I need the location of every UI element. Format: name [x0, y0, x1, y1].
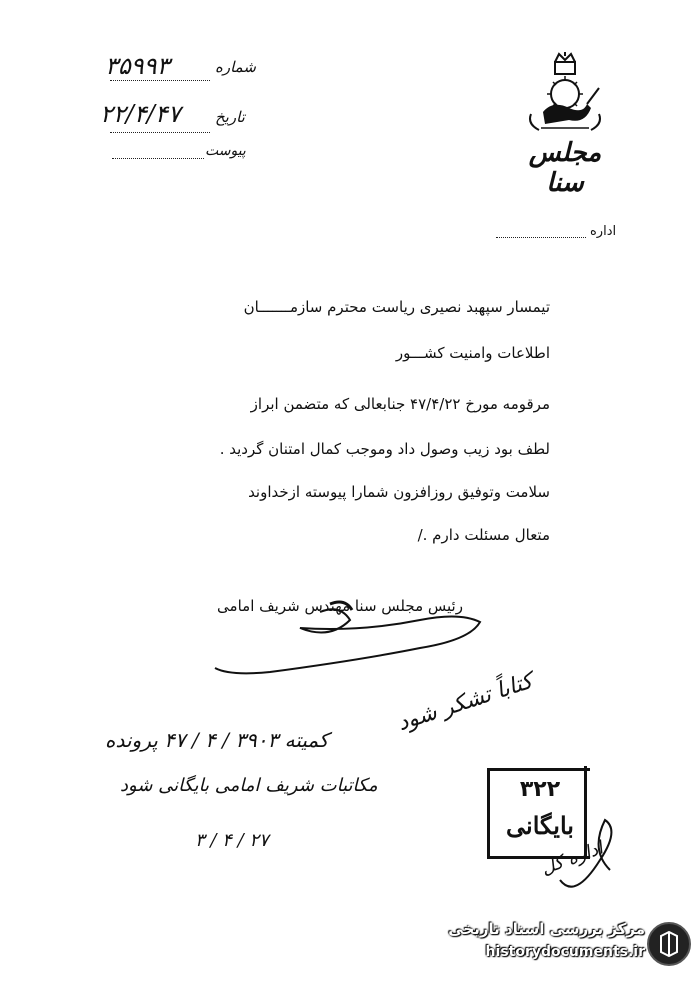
note-2: کتاباً تشکر شود: [394, 668, 536, 737]
number-value: ۳۵۹۹۳: [105, 52, 170, 80]
signature-text: رئیس مجلس سنا مهندس شریف امامی: [217, 597, 463, 615]
watermark-logo-icon: [647, 922, 691, 966]
attachment-label: پیوست: [205, 143, 246, 159]
department-label: اداره: [590, 224, 617, 239]
date-value: ۲۲/۴/۴۷: [100, 100, 181, 128]
note-1-line-1: کمیته ۳۹۰۳ / ۴ / ۴۷ پرونده: [105, 728, 329, 752]
initials: اداره کل: [538, 837, 606, 880]
number-label: شماره: [215, 58, 256, 76]
watermark-line-1: مرکز بررسی اسناد تاریخی: [448, 920, 645, 938]
letter-line-3: مرقومه مورخ ۴۷/۴/۲۲ جنابعالی که متضمن ابراز: [250, 395, 550, 413]
letter-line-1: تیمسار سپهبد نصیری ریاست محترم سازمـــــــان: [243, 298, 550, 316]
letter-line-6: متعال مسئلت دارم ./: [417, 526, 550, 544]
stamp-number: ۳۲۲: [519, 777, 561, 802]
letter-line-5: سلامت وتوفیق روزافزون شمارا پیوسته ازخداوند: [248, 483, 550, 501]
letter-line-4: لطف بود زیب وصول داد وموجب کمال امتنان گردید .: [219, 440, 550, 458]
note-1-line-3: ۳ / ۴ / ۲۷: [195, 830, 269, 851]
note-1-line-2: مکاتبات شریف امامی بایگانی شود: [120, 775, 378, 796]
stamp-label: بایگانی: [506, 811, 574, 840]
watermark: [415, 918, 695, 974]
letter-line-2: اطلاعات وامنیت کشـــور: [395, 344, 550, 362]
org-name: مجلس سنا: [528, 138, 602, 198]
watermark-line-2: historydocuments.ir: [485, 944, 645, 960]
date-label: تاریخ: [215, 108, 245, 126]
